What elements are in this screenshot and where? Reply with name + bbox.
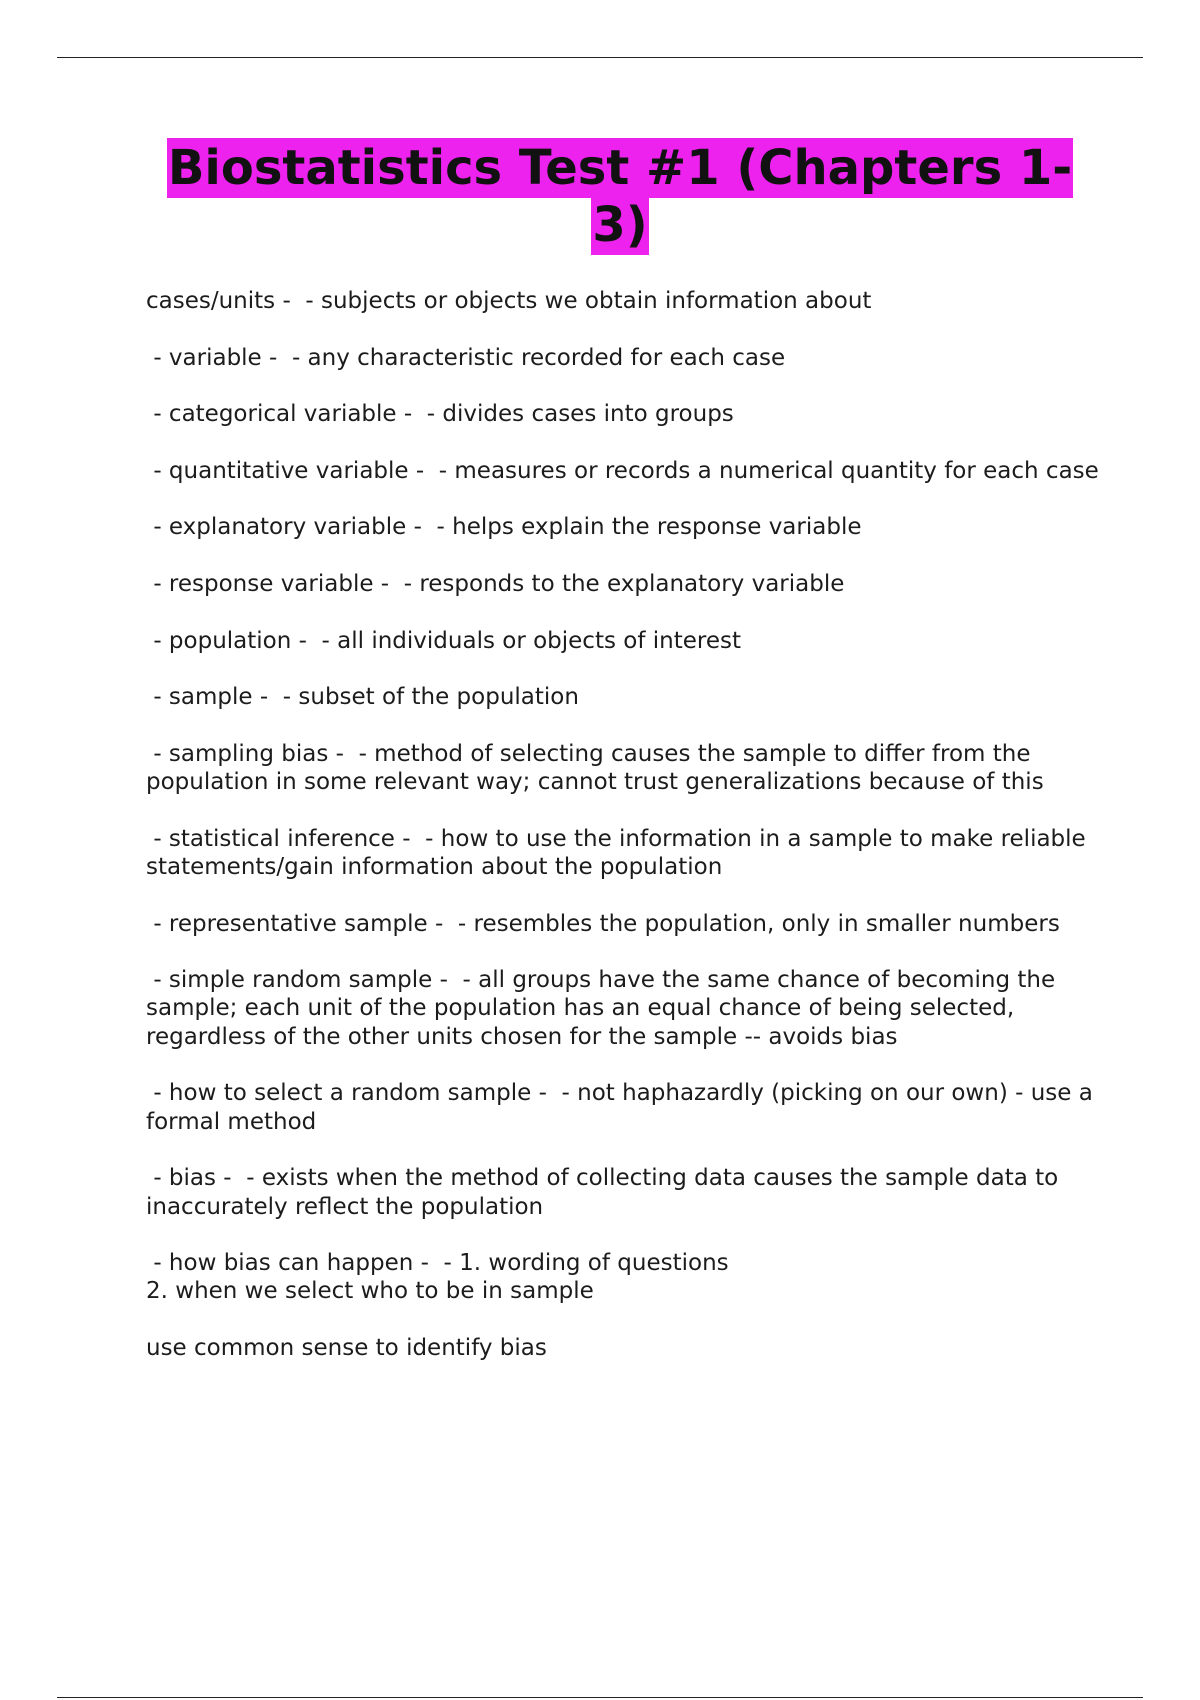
- term-list: [146, 287, 1106, 1391]
- term-entry: - sample - - subset of the population: [146, 684, 579, 711]
- term-entry: - simple random sample - - all groups have the same chance of becoming the sample; each unit of the population has an equal chance of being selected, regardless of the other units chosen for the sample -- avoids bias: [146, 967, 1063, 1050]
- term-entry: - population - - all individuals or objects of interest: [146, 627, 741, 654]
- term-entry: - how bias can happen - - 1. wording of questions 2. when we select who to be in sample: [146, 1250, 729, 1305]
- term-entry: - response variable - - responds to the explanatory variable: [146, 570, 845, 597]
- term-entry: - statistical inference - - how to use the information in a sample to make reliable statements/gain information about the population: [146, 825, 1094, 880]
- term-entry: - bias - - exists when the method of collecting data causes the sample data to inaccurately reflect the population: [146, 1165, 1066, 1220]
- term-entry: - explanatory variable - - helps explain the response variable: [146, 514, 862, 541]
- page-title: [140, 140, 1100, 254]
- bottom-rule: [57, 1697, 1143, 1698]
- term-entry: cases/units - - subjects or objects we obtain information about: [146, 288, 872, 314]
- term-entry: - quantitative variable - - measures or records a numerical quantity for each case: [146, 457, 1099, 484]
- term-entry: - how to select a random sample - - not haphazardly (picking on our own) - use a formal method: [146, 1080, 1101, 1135]
- term-entry: use common sense to identify bias: [146, 1334, 547, 1361]
- term-entry: - variable - - any characteristic recorded for each case: [146, 344, 786, 371]
- top-rule: [57, 57, 1143, 58]
- term-entry: - sampling bias - - method of selecting causes the sample to differ from the population in some relevant way; cannot trust generalizations because of this: [146, 740, 1044, 796]
- title-highlight: Biostatistics Test #1 (Chapters 1-3): [167, 140, 1073, 253]
- term-entry: - representative sample - - resembles the population, only in smaller numbers: [146, 910, 1060, 937]
- term-entry: - categorical variable - - divides cases into groups: [146, 401, 734, 428]
